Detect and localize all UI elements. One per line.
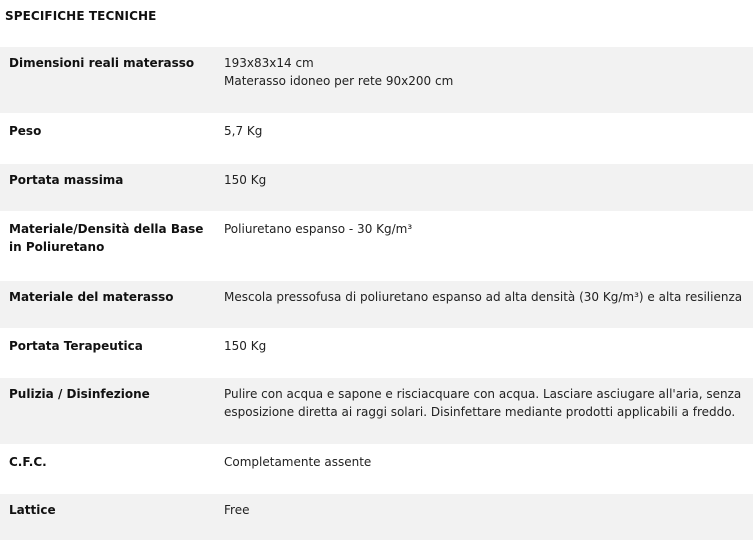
table-row xyxy=(0,378,753,446)
row-value xyxy=(222,213,753,279)
value-line: Free xyxy=(224,503,250,517)
table-row xyxy=(0,213,753,281)
value-line: 150 Kg xyxy=(224,173,267,187)
row-value xyxy=(222,494,753,540)
row-label: Lattice xyxy=(9,503,56,517)
row-value xyxy=(222,164,753,211)
row-label: Portata Terapeutica xyxy=(9,339,143,353)
table-row xyxy=(0,494,753,542)
value-line: 5,7 Kg xyxy=(224,124,263,138)
table-row xyxy=(0,115,753,164)
table-row xyxy=(0,330,753,378)
page-title: SPECIFICHE TECNICHE xyxy=(5,9,157,23)
row-value xyxy=(222,446,753,492)
table-row xyxy=(0,164,753,213)
value-line: 193x83x14 cm xyxy=(224,56,314,70)
row-value xyxy=(222,115,753,162)
row-value xyxy=(222,330,753,376)
value-line: Materasso idoneo per rete 90x200 cm xyxy=(224,74,454,88)
value-line: Pulire con acqua e sapone e risciacquare con acqua. Lasciare asciugare all'aria, senza xyxy=(224,387,742,401)
row-value xyxy=(222,378,753,444)
spec-table xyxy=(0,47,753,542)
row-label: Materiale del materasso xyxy=(9,290,174,304)
value-line: 150 Kg xyxy=(224,339,267,353)
row-label: C.F.C. xyxy=(9,455,47,469)
row-label: Peso xyxy=(9,124,42,138)
table-row xyxy=(0,281,753,330)
table-row xyxy=(0,446,753,494)
row-label: Pulizia / Disinfezione xyxy=(9,387,150,401)
value-line: Mescola pressofusa di poliuretano espanso ad alta densità (30 Kg/m³) e alta resilienza xyxy=(224,290,743,304)
value-line: esposizione diretta ai raggi solari. Disinfettare mediante prodotti applicabili a freddo. xyxy=(224,405,736,419)
row-value xyxy=(222,281,753,328)
row-label: Materiale/Densità della Base in Poliuretano xyxy=(9,222,204,254)
value-line: Completamente assente xyxy=(224,455,372,469)
row-label: Dimensioni reali materasso xyxy=(9,56,195,70)
row-label: Portata massima xyxy=(9,173,124,187)
row-value xyxy=(222,47,753,113)
table-row xyxy=(0,47,753,115)
value-line: Poliuretano espanso - 30 Kg/m³ xyxy=(224,222,413,236)
